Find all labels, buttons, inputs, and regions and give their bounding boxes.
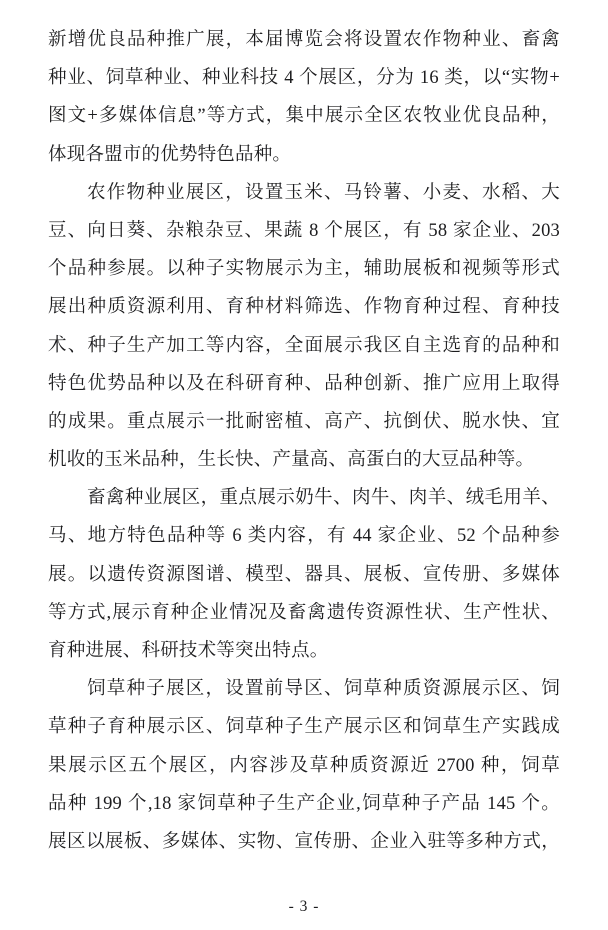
text-line: 育种进展、科研技术等突出特点。: [48, 641, 329, 661]
text-line: 展。以遗传资源图谱、模型、器具、展板、宣传册、多媒体: [48, 564, 560, 585]
text-line: 图文+多媒体信息”等方式，集中展示全区农牧业优良品种，: [48, 106, 560, 127]
text-line: 体现各盟市的优势特色品种。: [48, 144, 292, 165]
page-footer: [0, 898, 608, 916]
text-line: 畜禽种业展区，重点展示奶牛、肉牛、肉羊、绒毛用羊、: [87, 488, 560, 509]
text-line: 马、地方特色品种等 6 类内容，有 44 家企业、52 个品种参: [48, 526, 560, 547]
page-number: - 3 -: [288, 898, 320, 915]
text-line: 的成果。重点展示一批耐密植、高产、抗倒伏、脱水快、宜: [48, 411, 560, 432]
text-line: 个品种参展。以种子实物展示为主，辅助展板和视频等形式: [48, 259, 560, 280]
text-line: 术、种子生产加工等内容，全面展示我区自主选育的品种和: [48, 335, 560, 356]
text-line: 等方式,展示育种企业情况及畜禽遗传资源性状、生产性状、: [48, 602, 560, 623]
text-line: 展区以展板、多媒体、实物、宣传册、企业入驻等多种方式，: [48, 831, 560, 852]
text-line: 农作物种业展区，设置玉米、马铃薯、小麦、水稻、大: [87, 182, 560, 203]
text-line: 机收的玉米品种，生长快、产量高、高蛋白的大豆品种等。: [48, 450, 535, 471]
text-line: 果展示区五个展区，内容涉及草种质资源近 2700 种，饲草: [48, 755, 560, 776]
text-line: 特色优势品种以及在科研育种、品种创新、推广应用上取得: [48, 373, 560, 394]
text-line: 品种 199 个,18 家饲草种子生产企业,饲草种子产品 145 个。: [48, 793, 560, 814]
document-body: [48, 21, 560, 861]
text-line: 饲草种子展区，设置前导区、饲草种质资源展示区、饲: [87, 679, 560, 700]
text-line: 展出种质资源利用、育种材料筛选、作物育种过程、育种技: [48, 297, 560, 318]
text-line: 草种子育种展示区、饲草种子生产展示区和饲草生产实践成: [48, 717, 560, 738]
text-line: 新增优良品种推广展，本届博览会将设置农作物种业、畜禽: [48, 30, 560, 50]
text-line: 豆、向日葵、杂粮杂豆、果蔬 8 个展区，有 58 家企业、203: [48, 220, 560, 241]
text-line: 种业、饲草种业、种业科技 4 个展区，分为 16 类，以“实物+: [48, 68, 560, 89]
